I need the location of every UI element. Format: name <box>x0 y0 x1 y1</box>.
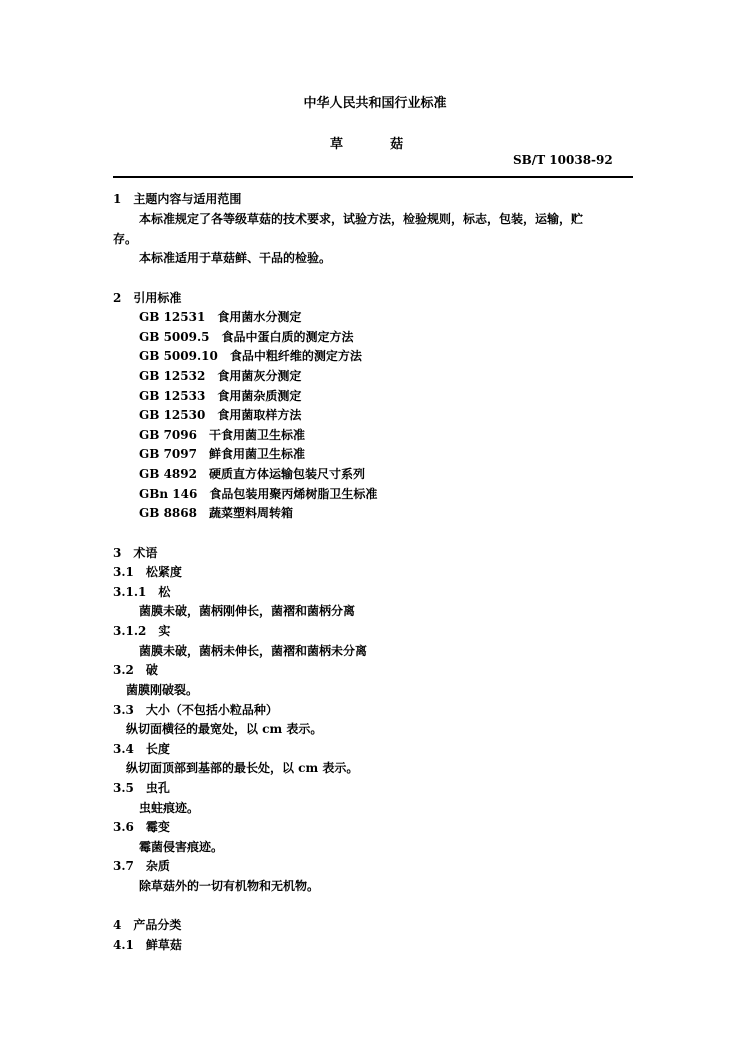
section-3-heading: 3 术语 <box>113 546 158 560</box>
reference-item: GB 5009.5 食品中蛋白质的测定方法 <box>139 330 354 344</box>
reference-item: GB 5009.10 食品中粗纤维的测定方法 <box>139 349 362 363</box>
reference-item: GB 12533 食用菌杂质测定 <box>139 389 302 403</box>
reference-item: GB 4892 硬质直方体运输包装尺寸系列 <box>139 467 365 481</box>
subsection-3-4-heading: 3.4 长度 <box>113 742 170 756</box>
subsection-3-2-text: 菌膜刚破裂。 <box>126 683 199 697</box>
section-1-paragraph-1-line-2: 存。 <box>113 232 138 246</box>
subsection-3-1-1-heading: 3.1.1 松 <box>113 585 171 599</box>
section-1-paragraph-1-line-1: 本标准规定了各等级草菇的技术要求，试验方法，检验规则，标志，包装，运输，贮 <box>139 212 584 226</box>
reference-item: GB 8868 蔬菜塑料周转箱 <box>139 506 293 520</box>
reference-item: GB 12531 食用菌水分测定 <box>139 310 302 324</box>
subsection-3-3-heading: 3.3 大小（不包括小粒品种） <box>113 703 278 717</box>
reference-item: GB 12530 食用菌取样方法 <box>139 408 302 422</box>
document-name-part1: 草 <box>330 137 344 152</box>
reference-item: GB 7097 鲜食用菌卫生标准 <box>139 447 305 461</box>
subsection-3-5-text: 虫蛀痕迹。 <box>139 801 200 815</box>
subsection-3-4-text: 纵切面顶部到基部的最长处，以 cm 表示。 <box>126 761 359 775</box>
subsection-3-6-heading: 3.6 霉变 <box>113 820 170 834</box>
subsection-3-7-heading: 3.7 杂质 <box>113 859 170 873</box>
subsection-4-1-heading: 4.1 鲜草菇 <box>113 938 182 952</box>
standard-category-title: 中华人民共和国行业标准 <box>303 96 447 111</box>
subsection-3-1-2-heading: 3.1.2 实 <box>113 624 171 638</box>
subsection-3-1-1-text: 菌膜未破，菌柄刚伸长，菌褶和菌柄分离 <box>139 604 356 618</box>
section-1-heading: 1 主题内容与适用范围 <box>113 192 242 206</box>
subsection-3-7-text: 除草菇外的一切有机物和无机物。 <box>139 879 320 893</box>
reference-item: GB 7096 干食用菌卫生标准 <box>139 428 305 442</box>
subsection-3-2-heading: 3.2 破 <box>113 663 158 677</box>
section-2-heading: 2 引用标准 <box>113 291 182 305</box>
section-4-heading: 4 产品分类 <box>113 918 182 932</box>
subsection-3-1-heading: 3.1 松紧度 <box>113 565 182 579</box>
section-1-paragraph-2: 本标准适用于草菇鲜、干品的检验。 <box>139 251 332 265</box>
document-name <box>330 133 403 152</box>
subsection-3-6-text: 霉菌侵害痕迹。 <box>139 840 224 854</box>
subsection-3-5-heading: 3.5 虫孔 <box>113 781 170 795</box>
document-name-part2: 菇 <box>390 137 404 152</box>
header-divider <box>113 176 633 178</box>
subsection-3-1-2-text: 菌膜未破，菌柄未伸长，菌褶和菌柄未分离 <box>139 644 368 658</box>
reference-item: GB 12532 食用菌灰分测定 <box>139 369 302 383</box>
reference-item: GBn 146 食品包装用聚丙烯树脂卫生标准 <box>139 487 378 501</box>
subsection-3-3-text: 纵切面横径的最宽处，以 cm 表示。 <box>126 722 323 736</box>
standard-number: SB/T 10038-92 <box>513 153 613 167</box>
